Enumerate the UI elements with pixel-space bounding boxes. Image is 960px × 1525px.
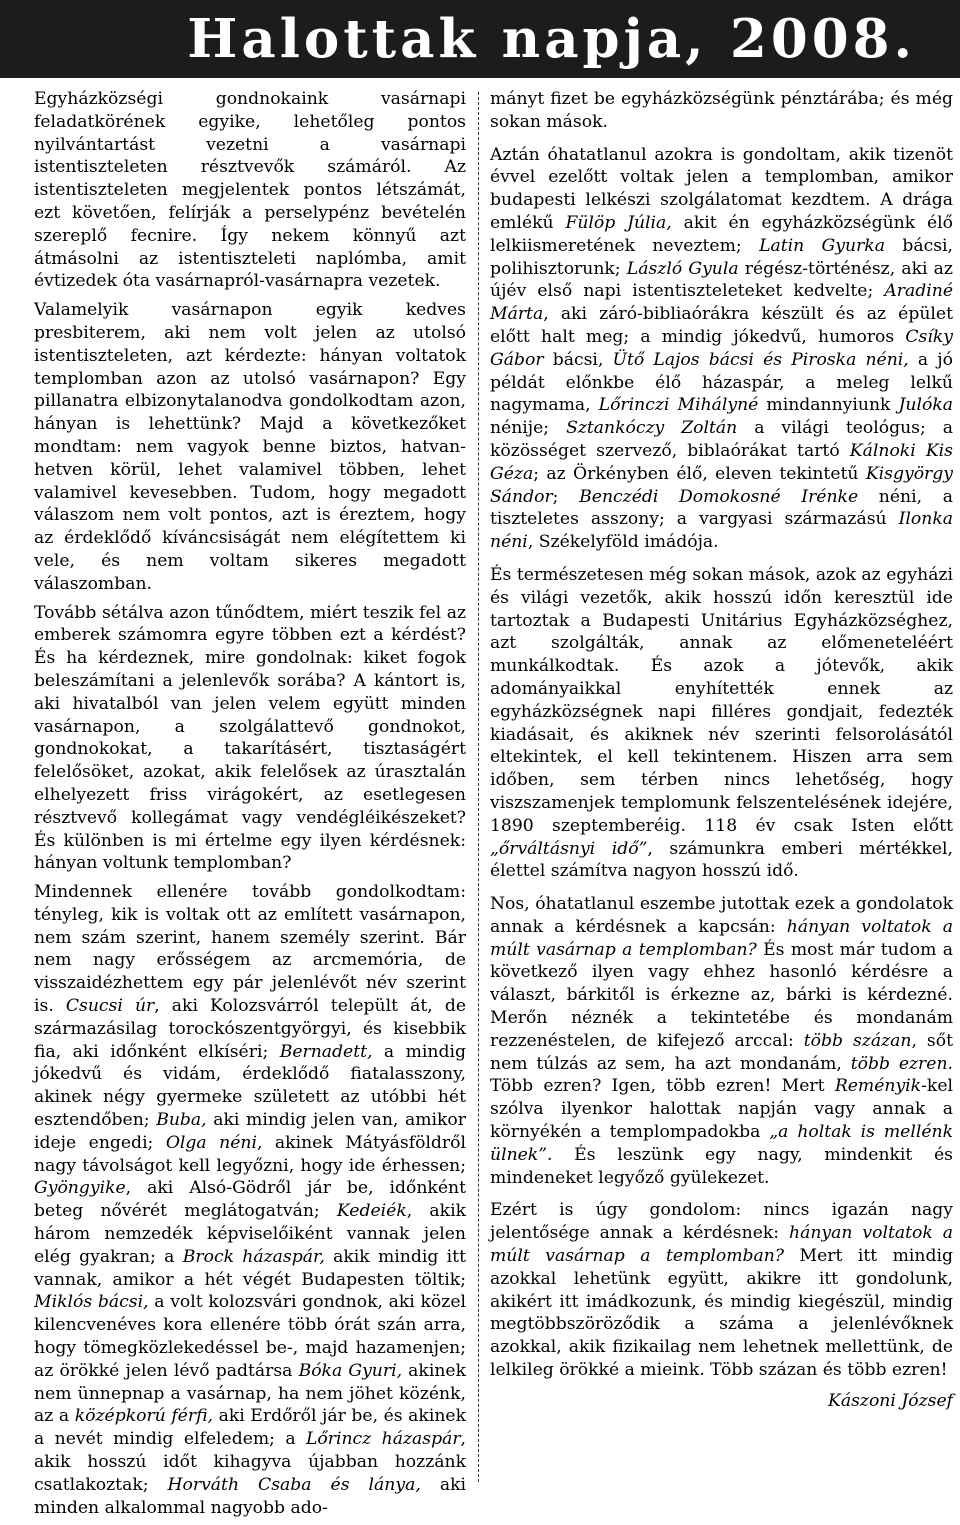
- text-run: , sőt nem túlzás az sem, ha azt mondanám,: [490, 1030, 954, 1074]
- text-run: Tovább sétálva azon tűnődtem, miért teszik fel az emberek számomra egyre többen ezt a kérdést? És ha kérdeznek, mire gondolnak: kiket fogok beleszámítani a jelenlevők sorába? A kántort is, aki hivatalból van jelen velem együtt minden vasárnapon, a szolgálattevő gondnokot, gondnokokat, a takarításért, tisztaságért felelősöket, azokat, akik felelősek az úrasztalán elhelyezett friss virágokért, az esetlegesen résztvevő kollegámat vagy vendégléikészeket? És különben is mi értelme egy ilyen kérdésnek: hányan voltunk templomban?: [34, 602, 466, 874]
- text-run: Valamelyik vasárnapon egyik kedves presbiterem, aki nem volt jelen az utolsó istentiszteleten, azt kérdezte: hányan voltatok templomban azon az utolsó vasárnapon? Egy pillanatra elbizonytalanodva gondolkodtam azon, hányan is lehettünk? Majd a következőket mondtam: nem vagyok benne biztos, hatvan-hetven körül, lehet valamivel többen, lehet valamivel kevesebben. Tudom, hogy megadott válaszom nem volt pontos, azt is éreztem, hogy az érdeklődő kíváncsiságát nem elégítettem ki vele, és nem voltam sikeres megadott válaszomban.: [34, 300, 466, 594]
- italic-name-run: Lőrincz házaspár: [306, 1429, 461, 1450]
- text-run: ; az Örkényben élő, eleven tekintetű: [533, 463, 866, 484]
- italic-name-run: Kisgyörgy Sándor: [490, 463, 953, 507]
- text-run: Ezért is úgy gondolom: nincs igazán nagy jelentősége annak a kérdésnek:: [490, 1200, 953, 1244]
- paragraph: [34, 602, 466, 876]
- text-run: aki mindig jelen van, amikor ideje engedi;: [34, 1110, 466, 1153]
- text-run: És természetesen még sokan mások, azok az egyházi és világi vezetők, akik hosszú időn keresztül ide tartoztak a Budapesti Unitárius Egyházközséghez, azt szolgálták, annak az előmeneteléért munkálkodtak. És azok a jótevők, akik adományaikkal enyhítették ennek az egyházközségnek napi filléres gondjait, fedezték kiadásait, és akiknek név szerinti felsorolásától eltekintek, el kell tekintenem. Hiszen arra sem időben, sem térben nincs lehetőség, hogy viszszamenjek templomunk felszentelésének idejére, 1890 szeptemberéig. 118 év csak Isten előtt: [490, 564, 953, 836]
- text-run: akik mindig itt vannak, amikor a hét végét Budapesten töltik;: [34, 1246, 466, 1290]
- text-run: , akik hosszú időt kihagyva újabban hozzánk csatlakoztak;: [34, 1429, 467, 1495]
- text-run: És most már tudom a következő ilyen vagy ehhez hasonló kérdésre a választ, bárkitől is érkezne az, bárki is kérdezné. Merőn néznék a tekintetébe és mondanám rezzenéstelen, de kifejező arccal:: [490, 939, 953, 1051]
- text-run: mindannyiunk: [758, 395, 899, 416]
- italic-name-run: „őrváltásnyi idő”: [490, 838, 648, 859]
- text-run: aki minden alkalommal nagyobb ado-: [34, 1474, 466, 1518]
- text-run: , Székelyföld imádója.: [527, 532, 719, 553]
- text-run: a mindig jókedvű és vidám, érdeklődő fiatalasszony, akinek négy gyermeke született az utóbbi hét esztendőben;: [34, 1041, 466, 1131]
- text-run: a világi teológus; a közösséget szervező, biblaórákat tartó: [490, 418, 953, 461]
- text-run: , aki Kolozsvárról települt át, de származásilag torockószentgyörgyi, és kisebbik fia, aki időnként elkíséri;: [34, 996, 466, 1062]
- text-run: Mert itt mindig azokkal lehetünk együtt, akikre itt gondolunk, akikért itt imádkozunk, és mindig kiegészül, mindig megtöbbszöröződik a száma a jelenlévőknek azokkal, akik fizikailag nem lehetnek mellettünk, de lelkileg örökké a mieink. Több százan és több ezren!: [490, 1246, 953, 1381]
- italic-name-run: hányan voltatok a múlt vasárnap a templomban?: [490, 916, 954, 960]
- italic-name-run: Brock házaspár,: [182, 1246, 325, 1267]
- paragraph: [490, 144, 953, 554]
- paragraph: [490, 893, 953, 1189]
- italic-name-run: Fülöp Júlia,: [565, 212, 672, 233]
- text-run: . És leszünk egy nagy, mindenkit és mindeneket legyőző gyülekezet.: [490, 1144, 953, 1188]
- italic-name-run: Csucsi úr: [65, 996, 155, 1017]
- text-run: régész-történész, aki az újév első napi istentiszteleteket kedvelte;: [490, 258, 953, 302]
- text-run: a volt kolozsvári gondnok, aki közel kilencvenéves kora ellenére több órát szán arra, hogy tömegközlekedéssel be-, majd hazamenjen; az örökké jelen lévő padtársa: [34, 1292, 466, 1381]
- text-run: , aki Alsó-Gödről jár be, időnként beteg nővérét meglátogatván;: [34, 1178, 466, 1222]
- italic-name-run: Julóka: [898, 395, 953, 416]
- italic-name-run: Horváth Csaba és lánya,: [167, 1474, 421, 1495]
- italic-name-run: Kálnoki Kis Géza: [490, 440, 953, 484]
- italic-name-run: több ezren: [850, 1053, 948, 1074]
- italic-name-run: Olga néni: [165, 1132, 257, 1153]
- paragraph: [34, 88, 466, 293]
- italic-name-run: Bóka Gyuri,: [298, 1360, 403, 1381]
- text-run: nénije;: [490, 418, 567, 439]
- text-run: mányt fizet be egyházközségünk pénztárába; és még sokan mások.: [490, 89, 953, 132]
- text-run: , akinek Mátyásföldről nagy távolságot kell legyőzni, hogy ide érhessen;: [34, 1132, 466, 1176]
- italic-name-run: Aradiné Márta: [490, 281, 953, 325]
- italic-name-run: több százan: [803, 1030, 912, 1051]
- italic-name-run: középkorú férfi,: [74, 1406, 213, 1427]
- italic-name-run: Bernadett,: [279, 1041, 373, 1062]
- title-banner: [0, 0, 960, 78]
- page-title: Halottak napja, 2008.: [187, 8, 916, 70]
- text-run: bácsi,: [543, 349, 613, 370]
- italic-name-run: hányan voltatok a múlt vasárnap a templomban?: [490, 1223, 953, 1267]
- italic-name-run: Sztankóczy Zoltán: [566, 418, 738, 439]
- text-run: Nos, óhatatlanul eszembe jutottak ezek a gondolatok annak a kérdésnek a kapcsán:: [490, 894, 953, 937]
- text-run: ;: [552, 486, 580, 507]
- text-run: , számunkra emberi mértékkel, élettel számítva nagyon hosszú idő.: [490, 838, 953, 882]
- paragraph: [490, 1199, 953, 1381]
- text-run: -kel szólva ilyenkor halottak napján vagy annak a környékén a templompadokba: [490, 1076, 953, 1143]
- italic-name-run: Reményik: [834, 1076, 922, 1097]
- text-run: . Több ezren? Igen, több ezren! Mert: [490, 1053, 953, 1097]
- italic-name-run: Lőrinczi Mihályné: [598, 395, 759, 416]
- text-run: néni, a tiszteletes asszony; a vargyasi származású: [490, 486, 953, 530]
- italic-name-run: László Gyula: [626, 258, 739, 279]
- italic-name-run: Ütő Lajos bácsi és Piroska néni,: [612, 349, 909, 370]
- paragraph: [34, 881, 466, 1519]
- text-run: aki Erdőről jár be, és akinek a nevét mindig elfeledem; a: [34, 1406, 466, 1450]
- author-signature: Kászoni József: [828, 1390, 953, 1411]
- left-column: [34, 88, 466, 1525]
- italic-name-run: Buba,: [156, 1110, 207, 1131]
- text-run: akit én egyházközségünk élő lelkiismeretének neveztem;: [490, 212, 953, 256]
- italic-name-run: Gyöngyike: [34, 1178, 126, 1199]
- text-run: akinek nem ünnepnap a vasárnap, ha nem jöhet közénk, az a: [34, 1360, 467, 1427]
- text-run: , akik három nemzedék képviselőiként vannak jelen elég gyakran; a: [34, 1201, 466, 1267]
- italic-name-run: Miklós bácsi,: [34, 1292, 149, 1313]
- italic-name-run: Benczédi Domokosné Irénke: [579, 486, 859, 507]
- italic-name-run: „a holtak is mellénk ülnek”: [490, 1122, 954, 1165]
- text-run: Egyházközségi gondnokaink vasárnapi feladatkörének egyike, lehetőleg pontos nyilvántartást vezetni a vasárnapi istentiszteleten résztvevők számáról. Az istentiszteleten megjelentek pontos létszámát, ezt követően, felírják a perselypénz bevételén szereplő fecnire. Így nekem könnyű azt átmásolni az istentiszteleti naplómba, amit évtizedek óta vasárnapról-vasárnapra vezetek.: [34, 89, 466, 292]
- italic-name-run: Kedeiék: [336, 1201, 407, 1222]
- text-run: Aztán óhatatlanul azokra is gondoltam, akik tizenöt évvel ezelőtt voltak jelen a templomban, amikor budapesti lelkészi szolgálatomat kezdtem. A drága emlékű: [490, 144, 953, 233]
- right-column: [490, 88, 953, 1413]
- text-run: Mindennek ellenére tovább gondolkodtam: tényleg, kik is voltak ott az említett vasárnapon, nem szám szerint, hanem személy szerint. Bár nem nagy erősségem az arcmemória, de visszaidézhettem egy pár jelenlévőt név szerint is.: [34, 882, 466, 1017]
- italic-name-run: Csíky Gábor: [490, 326, 953, 370]
- text-run: a jó példát előnkbe élő házaspár, a meleg lelkű nagymama,: [490, 349, 953, 416]
- paragraph: [490, 88, 953, 134]
- text-run: , aki záró-bibliaórákra készült és az épület előtt halt meg; a mindig jókedvű, humoros: [490, 304, 953, 347]
- text-run: bácsi, polihisztorunk;: [490, 235, 953, 279]
- italic-name-run: Latin Gyurka: [759, 235, 885, 256]
- paragraph: [34, 299, 466, 595]
- italic-name-run: Ilonka néni: [490, 509, 953, 553]
- paragraph: [490, 564, 953, 883]
- column-divider: [478, 92, 479, 1482]
